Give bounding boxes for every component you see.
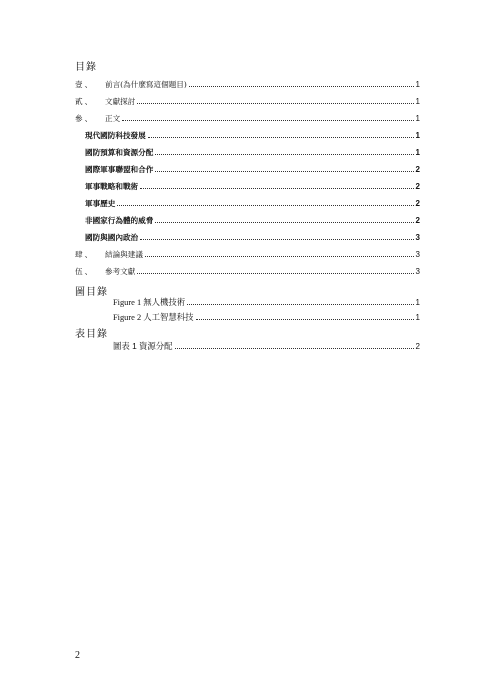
toc-entry-page: 1 [415,114,420,123]
toc-entry-5[interactable] [75,267,420,277]
dot-leader [140,182,413,189]
toc-entry-label: 正文 [105,114,121,123]
figure-entry-page: 1 [415,298,420,307]
table-entry-label: 圖表 1 資源分配 [113,341,173,351]
toc-subentry-page: 2 [415,199,420,208]
toc-subentry-label: 非國家行為體的威脅 [85,216,154,225]
toc-subentry-label: 國際軍事聯盟和合作 [85,165,154,174]
toc-subentry-2[interactable] [85,148,420,158]
toc-subentry-6[interactable] [85,216,420,226]
toc-entry-label: 文獻探討 [105,97,136,106]
toc-entry-1[interactable] [75,80,420,90]
figures-heading: 圖目錄 [75,287,108,298]
toc-entry-4[interactable] [75,250,420,260]
dot-leader [189,80,414,87]
toc-entry-number: 貳、 [75,97,95,106]
toc-entry-label: 前言(為什麼寫這個題目) [105,80,187,89]
dot-leader [155,165,413,172]
dot-leader [137,97,413,104]
page-number: 2 [75,650,80,661]
toc-entry-label: 結論與建議 [105,250,143,259]
toc-entry-label: 參考文獻 [105,267,136,276]
toc-subentry-page: 2 [415,216,420,225]
dot-leader [175,342,414,349]
toc-subentry-page: 2 [415,165,420,174]
toc-subentry-label: 現代國防科技發展 [85,131,146,140]
toc-subentry-4[interactable] [85,182,420,192]
toc-subentry-7[interactable] [85,233,420,243]
dot-leader [137,267,413,274]
dot-leader [140,233,413,240]
toc-subentry-page: 3 [415,233,420,242]
toc-entry-number: 壹、 [75,80,95,89]
toc-entry-number: 參、 [75,114,95,123]
toc-entry-page: 3 [415,267,420,276]
figure-entry-label: Figure 2 人工智慧科技 [113,313,194,322]
toc-subentry-label: 國防與國內政治 [85,233,139,242]
toc-entry-number: 伍、 [75,267,95,276]
toc-subentry-page: 1 [415,131,420,140]
dot-leader [155,148,413,155]
dot-leader [122,114,413,121]
toc-entry-number: 肆、 [75,250,95,259]
figure-entry-1[interactable] [113,298,420,308]
figure-entry-page: 1 [415,313,420,322]
figure-entry-label: Figure 1 無人機技術 [113,298,186,307]
toc-subentry-5[interactable] [85,199,420,209]
table-entry-1[interactable] [113,341,420,351]
toc-subentry-label: 軍事戰略和戰術 [85,182,139,191]
dot-leader [196,313,414,320]
dot-leader [148,131,414,138]
toc-subentry-page: 2 [415,182,420,191]
toc-subentry-3[interactable] [85,165,420,175]
toc-heading: 目錄 [75,62,97,73]
toc-entry-page: 3 [415,250,420,259]
toc-entry-2[interactable] [75,97,420,107]
dot-leader [155,216,413,223]
toc-subentry-label: 國防預算和資源分配 [85,148,154,157]
toc-entry-page: 1 [415,97,420,106]
dot-leader [117,199,413,206]
dot-leader [145,250,414,257]
figure-entry-2[interactable] [113,313,420,323]
tables-heading: 表目錄 [75,329,108,340]
table-entry-page: 2 [415,342,420,351]
dot-leader [187,298,413,305]
toc-entry-3[interactable] [75,114,420,124]
toc-entry-page: 1 [415,80,420,89]
toc-subentry-label: 軍事歷史 [85,199,116,208]
toc-subentry-page: 1 [415,148,420,157]
toc-subentry-1[interactable] [85,131,420,141]
